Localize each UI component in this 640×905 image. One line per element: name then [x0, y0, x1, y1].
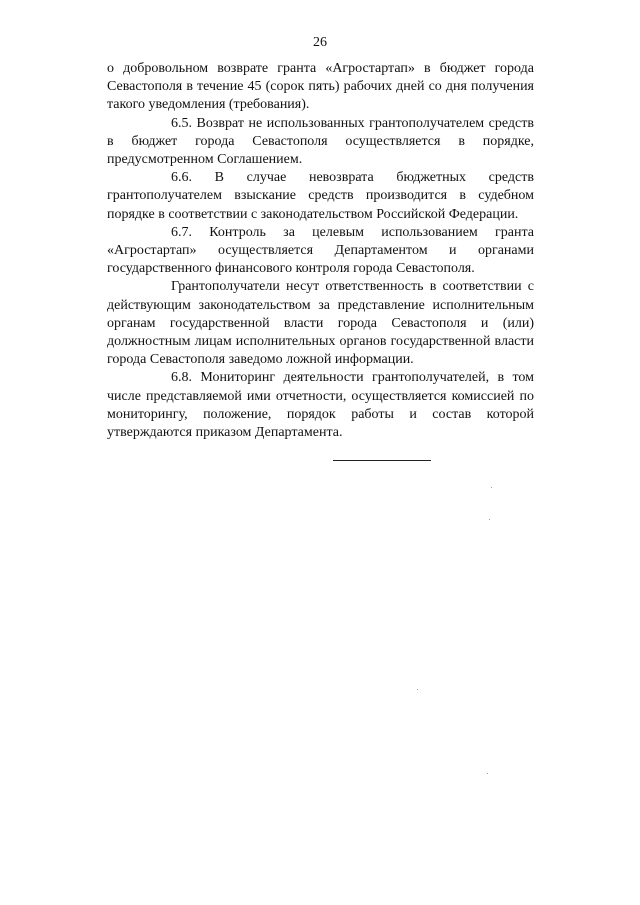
scan-speck [487, 773, 488, 774]
scan-speck [491, 487, 492, 488]
page-number: 26 [313, 35, 327, 50]
paragraph-6-8-monitoring: 6.8. Мониторинг деятельности грантополучателей, в том числе представляемой ими отчетности, осуществляется комиссией по мониторингу, положение, порядок работы и состав которой утверждаются приказом Департамента. [107, 370, 534, 441]
scan-speck [417, 689, 418, 690]
scan-speck [489, 519, 490, 520]
paragraph-6-5-unused-funds-return: 6.5. Возврат не использованных грантополучателем средств в бюджет города Севастополя осуществляется в порядке, предусмотренном Соглашением. [107, 115, 534, 168]
document-body [107, 60, 534, 442]
paragraph-6-6-judicial-recovery: 6.6. В случае невозврата бюджетных средств грантополучателем взыскание средств производится в судебном порядке в соответствии с законодательством Российской Федерации. [107, 170, 534, 222]
paragraph-grantee-responsibility: Грантополучатели несут ответственность в соответствии с действующим законодательством за представление исполнительным органам государственной власти города Севастополя и (или) должностным лицам исполнительных органов государственной власти города Севастополя заведомо ложной информации. [107, 279, 534, 368]
paragraph-grant-return-notice: о добровольном возврате гранта «Агростартап» в бюджет города Севастополя в течение 45 (сорок пять) рабочих дней со дня получения такого уведомления (требования). [107, 61, 534, 113]
end-of-text-separator-line [333, 460, 431, 461]
paragraph-6-7-target-use-control: 6.7. Контроль за целевым использованием гранта «Агростартап» осуществляется Департаментом и органами государственного финансового контроля города Севастополя. [107, 224, 534, 277]
